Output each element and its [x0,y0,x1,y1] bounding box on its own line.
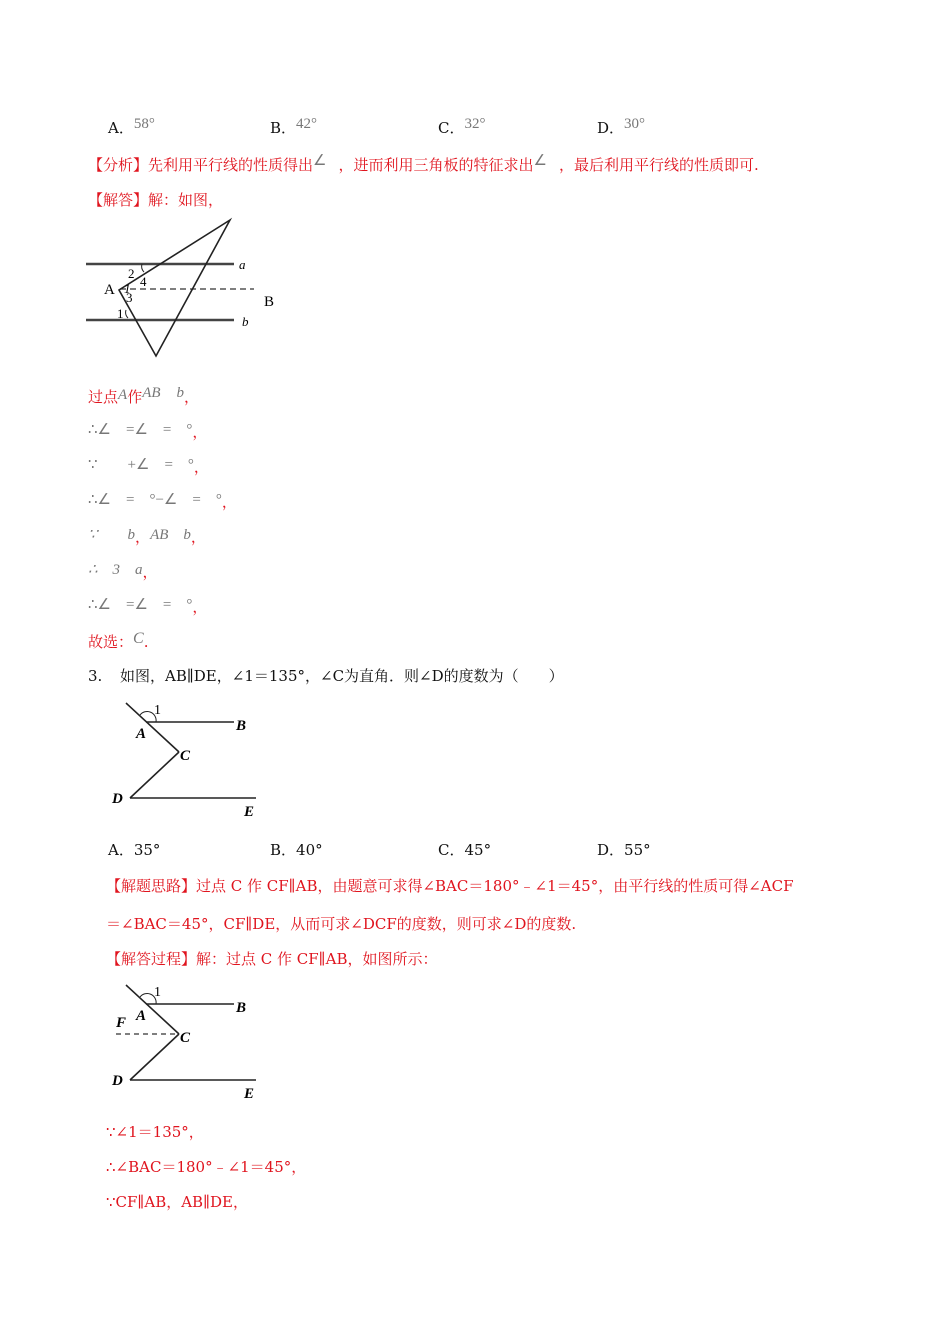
q2-option-a [108,117,155,138]
q3-option-d [597,839,651,860]
label-E: E [244,1086,255,1102]
label-B: B [264,294,275,310]
step-tail: ， [192,423,208,441]
option-letter: A． [108,119,134,137]
final-tail: . [143,633,149,651]
label-A: A [136,1008,147,1024]
step-tail: ， [192,598,208,616]
q3-stem [88,665,564,686]
option-letter: C． [438,841,465,859]
label-3: 3 [126,290,133,305]
step-expr-2: AB b [150,527,191,543]
step-text-2: 作 [127,388,143,406]
question-number: 3. [88,667,103,685]
step-expr: ∵ b [88,527,136,543]
q3-idea-line-2 [106,913,576,934]
analysis-angle-1: ∠ [313,153,327,169]
angle-arc-1 [126,310,128,318]
q2-option-d [597,117,645,138]
q2-step-3 [88,456,209,477]
option-value: 42° [296,116,318,132]
q3-step-2: ∴∠BAC＝180°﹣∠1＝45°， [106,1158,307,1176]
step-tail: ， [193,458,209,476]
option-value: 45° [464,841,492,859]
q2-step-6 [88,561,158,582]
option-value: 30° [624,116,646,132]
analysis-angle-2: ∠ [533,153,547,169]
option-letter: D． [597,119,625,137]
label-1: 1 [154,703,161,718]
option-letter: A． [108,841,134,859]
q3-option-a [108,839,160,860]
analysis-text-1: 先利用平行线的性质得出 [148,156,314,174]
label-E: E [244,804,255,820]
q2-option-c [438,117,485,138]
label-C: C [180,748,191,764]
segment-cd [130,1034,179,1080]
label-D: D [112,1073,123,1089]
step-expr: ∴∠ =∠ = ° [88,597,193,613]
q2-answer-header [88,189,223,210]
option-value: 35° [133,841,161,859]
step-expr: ∴∠ = °−∠ = ° [88,492,222,508]
label-F: F [116,1015,127,1031]
q3-option-c [438,839,491,860]
label-1-upper: 1 [124,281,131,296]
q3-step-1: ∵∠1＝135°， [106,1123,204,1141]
q2-step-1 [88,386,199,407]
step-tail: ， [190,528,206,546]
q2-step-2 [88,421,207,442]
final-choice: C [133,630,144,647]
q3-step-3: ∵CF∥AB，AB∥DE， [106,1193,248,1211]
segment-cd [130,752,179,798]
q3-figure [106,700,276,822]
label-A: A [104,282,115,298]
q2-step-5 [88,526,206,547]
q2-analysis [88,154,759,175]
option-letter: B． [270,841,297,859]
step-tail: ， [184,388,200,406]
final-label: 故选： [88,633,134,651]
q2-figure [84,214,284,360]
segment-ac [126,703,179,752]
label-a: a [239,257,246,272]
option-letter: B． [270,119,297,137]
option-value: 58° [133,116,155,132]
label-D: D [112,791,123,807]
option-value: 40° [296,841,323,859]
label-2: 2 [128,266,135,281]
step-line-b: b [176,385,185,401]
step-line: AB [142,385,161,401]
option-value: 32° [464,116,486,132]
option-letter: D． [597,841,625,859]
label-1: 1 [154,985,161,1000]
label-b: b [242,314,249,329]
step-expr: ∵ +∠ = ° [88,457,194,473]
option-value: 55° [624,841,651,859]
q2-step-7 [88,596,207,617]
q2-option-b [270,117,317,138]
step-sep: ， [135,528,151,546]
q2-final-answer [88,631,148,652]
analysis-text-3: ，最后利用平行线的性质即可. [558,156,759,174]
triangle-ruler [119,220,230,356]
option-letter: C． [438,119,465,137]
label-C: C [180,1030,191,1046]
question-text: 如图，AB∥DE，∠1＝135°，∠C为直角．则∠D的度数为（ ） [120,667,564,685]
segment-ac [126,985,179,1034]
label-4: 4 [140,274,147,289]
step-point: A [118,387,128,403]
process-text: 解：过点 C 作 CF∥AB，如图所示： [196,950,438,968]
process-tag: 【解答过程】 [106,950,197,968]
step-tail: ， [221,493,237,511]
label-A: A [136,726,147,742]
idea-tag: 【解题思路】 [106,877,197,895]
answer-text: 解：如图， [148,191,224,209]
q3-option-b [270,839,323,860]
idea-text-2: ＝∠BAC＝45°，CF∥DE，从而可求∠DCF的度数，则可求∠D的度数. [106,915,577,933]
q3-figure-2 [106,982,276,1104]
idea-text: 过点 C 作 CF∥AB，由题意可求得∠BAC＝180°﹣∠1＝45°，由平行线的性质可得∠ACF [196,877,794,895]
step-text: 过点 [88,388,119,406]
step-tail: ， [142,563,158,581]
q2-step-4 [88,491,237,512]
answer-tag: 【解答】 [88,191,149,209]
label-B: B [236,718,247,734]
label-1: 1 [117,306,124,321]
step-expr: ∴∠ =∠ = ° [88,422,193,438]
label-B: B [236,1000,247,1016]
q3-process-header [106,948,437,969]
analysis-tag: 【分析】 [88,156,149,174]
q3-idea-line-1 [106,875,793,896]
step-expr: ∴ 3 a [88,562,143,578]
analysis-text-2: ，进而利用三角板的特征求出 [338,156,534,174]
